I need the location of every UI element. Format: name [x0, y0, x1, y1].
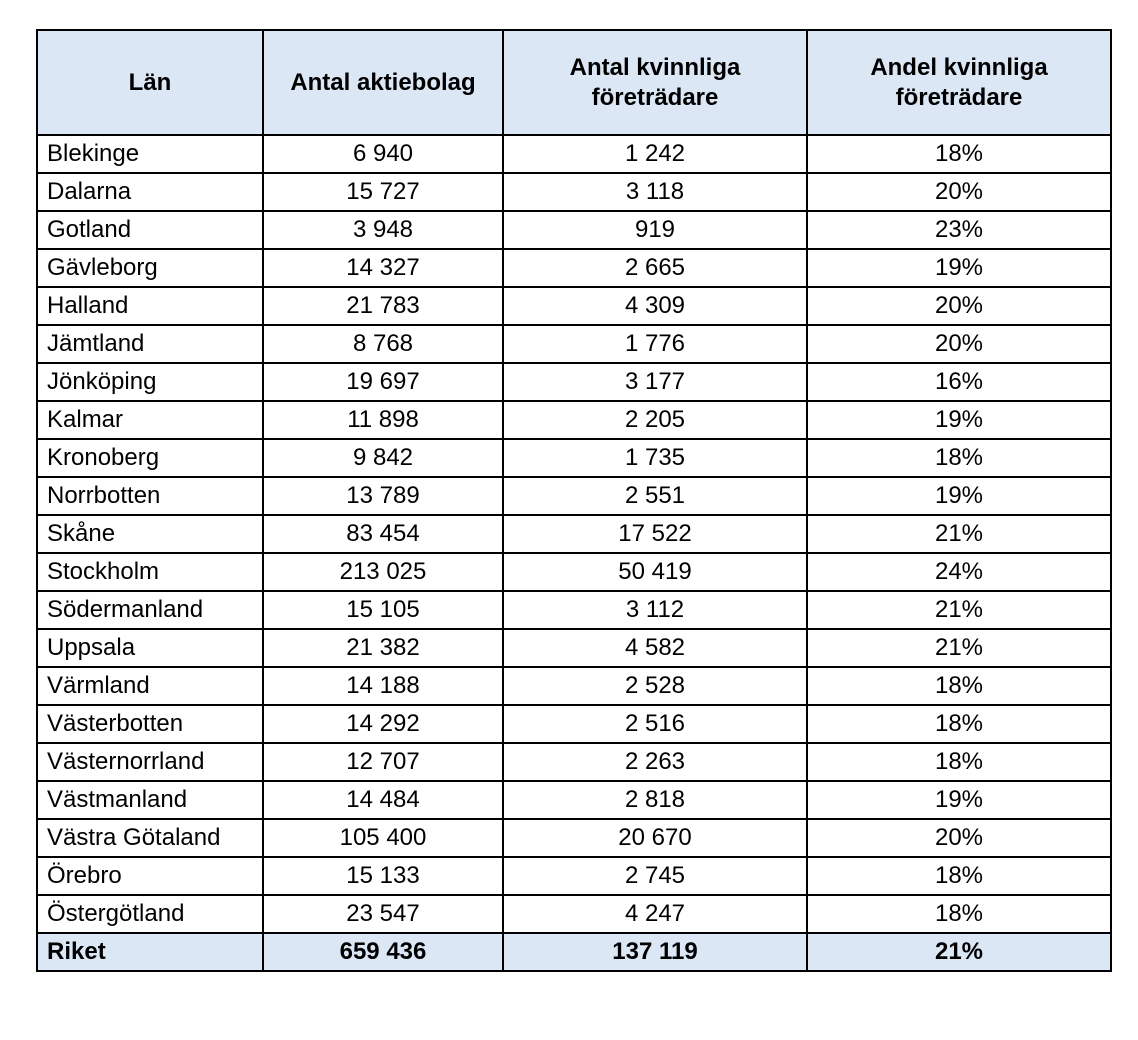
female-representatives-count: 2 263 — [503, 743, 807, 781]
county-name: Östergötland — [37, 895, 263, 933]
county-name: Uppsala — [37, 629, 263, 667]
female-representatives-share: 18% — [807, 857, 1111, 895]
table-row — [37, 629, 1111, 667]
female-representatives-count: 4 309 — [503, 287, 807, 325]
county-name: Jämtland — [37, 325, 263, 363]
table-row — [37, 477, 1111, 515]
company-count: 14 292 — [263, 705, 503, 743]
table-row — [37, 553, 1111, 591]
company-count: 15 133 — [263, 857, 503, 895]
table-row — [37, 819, 1111, 857]
total-label: Riket — [37, 933, 263, 971]
table-row — [37, 515, 1111, 553]
company-count: 213 025 — [263, 553, 503, 591]
county-statistics-table — [36, 29, 1112, 972]
female-representatives-share: 20% — [807, 325, 1111, 363]
female-representatives-count: 2 665 — [503, 249, 807, 287]
female-representatives-share: 19% — [807, 249, 1111, 287]
company-count: 9 842 — [263, 439, 503, 477]
company-count: 6 940 — [263, 135, 503, 173]
female-representatives-count: 4 582 — [503, 629, 807, 667]
county-name: Jönköping — [37, 363, 263, 401]
table-row — [37, 401, 1111, 439]
county-name: Blekinge — [37, 135, 263, 173]
total-female-representatives-count: 137 119 — [503, 933, 807, 971]
company-count: 14 327 — [263, 249, 503, 287]
female-representatives-count: 2 745 — [503, 857, 807, 895]
female-representatives-share: 20% — [807, 287, 1111, 325]
female-representatives-share: 18% — [807, 135, 1111, 173]
female-representatives-share: 18% — [807, 667, 1111, 705]
table-row — [37, 857, 1111, 895]
table-row — [37, 591, 1111, 629]
county-name: Kronoberg — [37, 439, 263, 477]
company-count: 23 547 — [263, 895, 503, 933]
county-name: Gotland — [37, 211, 263, 249]
table-row — [37, 363, 1111, 401]
female-representatives-count: 3 112 — [503, 591, 807, 629]
table-row — [37, 287, 1111, 325]
header-female-representatives-share: Andel kvinnliga företrädare — [807, 30, 1111, 135]
female-representatives-share: 19% — [807, 781, 1111, 819]
county-name: Norrbotten — [37, 477, 263, 515]
county-name: Västmanland — [37, 781, 263, 819]
table-row — [37, 173, 1111, 211]
total-company-count: 659 436 — [263, 933, 503, 971]
table-footer — [37, 933, 1111, 971]
county-name: Halland — [37, 287, 263, 325]
table-row — [37, 705, 1111, 743]
female-representatives-share: 21% — [807, 629, 1111, 667]
company-count: 15 727 — [263, 173, 503, 211]
table-row — [37, 895, 1111, 933]
company-count: 21 382 — [263, 629, 503, 667]
female-representatives-share: 20% — [807, 819, 1111, 857]
table-row — [37, 325, 1111, 363]
female-representatives-count: 2 528 — [503, 667, 807, 705]
county-name: Gävleborg — [37, 249, 263, 287]
female-representatives-count: 1 735 — [503, 439, 807, 477]
female-representatives-count: 1 242 — [503, 135, 807, 173]
female-representatives-share: 18% — [807, 705, 1111, 743]
female-representatives-count: 2 205 — [503, 401, 807, 439]
county-name: Örebro — [37, 857, 263, 895]
female-representatives-share: 23% — [807, 211, 1111, 249]
county-name: Skåne — [37, 515, 263, 553]
female-representatives-count: 17 522 — [503, 515, 807, 553]
header-row — [37, 30, 1111, 135]
female-representatives-count: 2 818 — [503, 781, 807, 819]
company-count: 12 707 — [263, 743, 503, 781]
table-row — [37, 743, 1111, 781]
female-representatives-share: 21% — [807, 515, 1111, 553]
total-female-representatives-share: 21% — [807, 933, 1111, 971]
female-representatives-share: 20% — [807, 173, 1111, 211]
company-count: 83 454 — [263, 515, 503, 553]
company-count: 13 789 — [263, 477, 503, 515]
table-body — [37, 135, 1111, 933]
company-count: 11 898 — [263, 401, 503, 439]
female-representatives-count: 4 247 — [503, 895, 807, 933]
header-county: Län — [37, 30, 263, 135]
female-representatives-count: 2 516 — [503, 705, 807, 743]
female-representatives-share: 24% — [807, 553, 1111, 591]
female-representatives-count: 1 776 — [503, 325, 807, 363]
female-representatives-count: 20 670 — [503, 819, 807, 857]
company-count: 8 768 — [263, 325, 503, 363]
company-count: 3 948 — [263, 211, 503, 249]
company-count: 105 400 — [263, 819, 503, 857]
county-name: Västerbotten — [37, 705, 263, 743]
female-representatives-share: 16% — [807, 363, 1111, 401]
female-representatives-count: 50 419 — [503, 553, 807, 591]
table-row — [37, 249, 1111, 287]
county-name: Stockholm — [37, 553, 263, 591]
female-representatives-count: 2 551 — [503, 477, 807, 515]
table-row — [37, 781, 1111, 819]
table-header — [37, 30, 1111, 135]
county-name: Södermanland — [37, 591, 263, 629]
female-representatives-share: 18% — [807, 439, 1111, 477]
female-representatives-count: 919 — [503, 211, 807, 249]
female-representatives-share: 19% — [807, 401, 1111, 439]
county-name: Värmland — [37, 667, 263, 705]
female-representatives-share: 21% — [807, 591, 1111, 629]
county-name: Västra Götaland — [37, 819, 263, 857]
company-count: 19 697 — [263, 363, 503, 401]
company-count: 15 105 — [263, 591, 503, 629]
female-representatives-count: 3 177 — [503, 363, 807, 401]
female-representatives-count: 3 118 — [503, 173, 807, 211]
female-representatives-share: 18% — [807, 743, 1111, 781]
table-row — [37, 211, 1111, 249]
company-count: 14 188 — [263, 667, 503, 705]
company-count: 21 783 — [263, 287, 503, 325]
table-row — [37, 439, 1111, 477]
county-name: Kalmar — [37, 401, 263, 439]
female-representatives-share: 18% — [807, 895, 1111, 933]
table-row — [37, 135, 1111, 173]
total-row — [37, 933, 1111, 971]
company-count: 14 484 — [263, 781, 503, 819]
county-name: Västernorrland — [37, 743, 263, 781]
table-row — [37, 667, 1111, 705]
header-company-count: Antal aktiebolag — [263, 30, 503, 135]
header-female-representatives-count: Antal kvinnliga företrädare — [503, 30, 807, 135]
county-name: Dalarna — [37, 173, 263, 211]
female-representatives-share: 19% — [807, 477, 1111, 515]
